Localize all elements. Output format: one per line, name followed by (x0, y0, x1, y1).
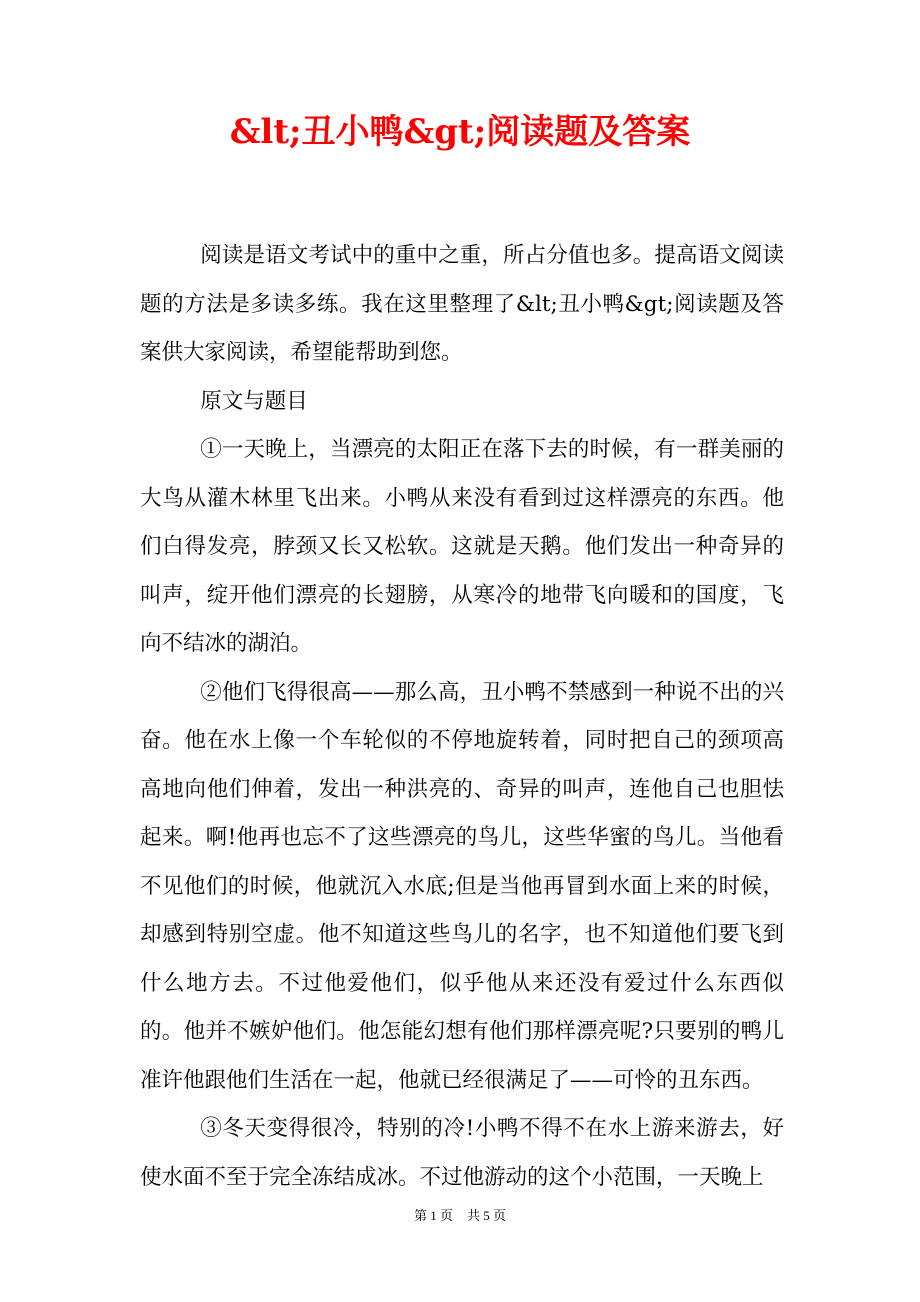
paragraph-1: ①一天晚上，当漂亮的太阳正在落下去的时候，有一群美丽的大鸟从灌木林里飞出来。小鸭从来没有看到过这样漂亮的东西。他们白得发亮，脖颈又长又松软。这就是天鹅。他们发出一种奇异的叫声，绽开他们漂亮的长翅膀，从寒冷的地带飞向暖和的国度，飞向不结冰的湖泊。 (140, 437, 784, 656)
intro-paragraph: 阅读是语文考试中的重中之重，所占分值也多。提高语文阅读题的方法是多读多练。我在这里整理了&lt;丑小鸭&gt;阅读题及答案供大家阅读，希望能帮助到您。 (140, 243, 784, 365)
document-title: &lt;丑小鸭&gt;阅读题及答案 (229, 112, 691, 152)
document-body (140, 232, 784, 1202)
paragraph-2: ②他们飞得很高——那么高，丑小鸭不禁感到一种说不出的兴奋。他在水上像一个车轮似的不停地旋转着，同时把自己的颈项高高地向他们伸着，发出一种洪亮的、奇异的叫声，连他自己也胆怯起来。啊!他再也忘不了这些漂亮的鸟儿，这些华蜜的鸟儿。当他看不见他们的时候，他就沉入水底;但是当他再冒到水面上来的时候，却感到特别空虚。他不知道这些鸟儿的名字，也不知道他们要飞到什么地方去。不过他爱他们，似乎他从来还没有爱过什么东西似的。他并不嫉妒他们。他怎能幻想有他们那样漂亮呢?只要别的鸭儿准许他跟他们生活在一起，他就已经很满足了——可怜的丑东西。 (140, 679, 784, 1093)
page-total: 共 5 页 (467, 1208, 507, 1223)
page-footer (0, 1205, 920, 1224)
section-heading: 原文与题目 (200, 388, 308, 414)
page-number: 第 1 页 (413, 1208, 453, 1223)
paragraph-3: ③冬天变得很冷，特别的冷!小鸭不得不在水上游来游去，好使水面不至于完全冻结成冰。不过他游动的这个小范围，一天晚上 (140, 1116, 784, 1190)
